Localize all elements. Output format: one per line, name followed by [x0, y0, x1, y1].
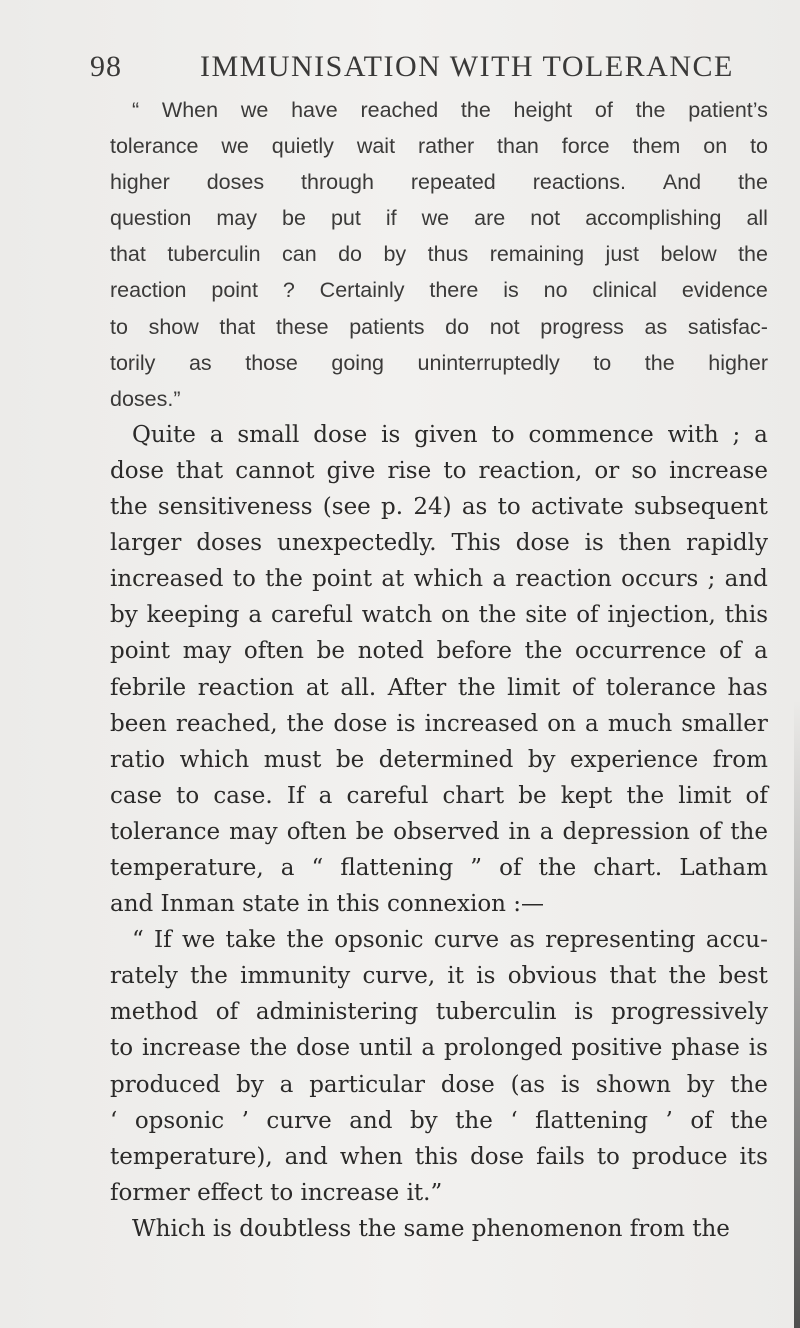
- text-line: been reached, the dose is increased on a much smaller: [110, 710, 768, 737]
- paragraph: [110, 417, 768, 922]
- text-line: dose that cannot give rise to reaction, or so increase: [110, 457, 768, 484]
- text-line: case to case. If a careful chart be kept the limit of: [110, 782, 768, 809]
- paragraph: [110, 92, 768, 417]
- text-line: produced by a particular dose (as is shown by the: [110, 1071, 768, 1098]
- text-line: point may often be noted before the occurrence of a: [110, 638, 768, 665]
- text-line: and Inman state in this connexion :—: [110, 891, 545, 918]
- text-line: tolerance may often be observed in a depression of the: [110, 818, 768, 845]
- text-line: “ If we take the opsonic curve as representing accu-: [132, 927, 768, 954]
- text-line: that tuberculin can do by thus remaining just below the: [110, 242, 768, 267]
- paragraph: [110, 1211, 768, 1247]
- text-line: the sensitiveness (see p. 24) as to activate subsequent: [110, 494, 768, 521]
- page-edge-shadow: [794, 700, 800, 1328]
- text-line: tolerance we quietly wait rather than force them on to: [110, 134, 768, 159]
- running-head: IMMUNISATION WITH TOLERANCE: [200, 50, 734, 83]
- text-line: Quite a small dose is given to commence with ; a: [132, 421, 768, 448]
- text-line: rately the immunity curve, it is obvious that the best: [110, 963, 768, 990]
- text-line: “ When we have reached the height of the patient’s: [132, 98, 768, 122]
- text-line: to increase the dose until a prolonged positive phase is: [110, 1035, 768, 1062]
- text-line: to show that these patients do not progress as satisfac-: [110, 314, 768, 339]
- text-line: temperature), and when this dose fails to produce its: [110, 1143, 768, 1170]
- text-line: larger doses unexpectedly. This dose is then rapidly: [110, 530, 768, 557]
- text-line: method of administering tuberculin is progressively: [110, 999, 768, 1026]
- text-line: by keeping a careful watch on the site of injection, this: [110, 602, 768, 629]
- body-text: [110, 92, 768, 1247]
- text-line: increased to the point at which a reaction occurs ; and: [110, 566, 768, 593]
- text-line: question may be put if we are not accomplishing all: [110, 206, 768, 231]
- text-line: temperature, a “ flattening ” of the chart. Latham: [110, 854, 768, 881]
- text-line: torily as those going uninterruptedly to the higher: [110, 350, 768, 375]
- text-line: reaction point ? Certainly there is no clinical evidence: [110, 278, 768, 303]
- text-line: ‘ opsonic ’ curve and by the ‘ flattening ’ of the: [110, 1107, 768, 1134]
- text-line: former effect to increase it.”: [110, 1179, 443, 1206]
- text-line: febrile reaction at all. After the limit of tolerance has: [110, 674, 768, 701]
- page-number: 98: [90, 50, 122, 83]
- text-line: Which is doubtless the same phenomenon from the: [132, 1215, 730, 1242]
- text-line: doses.”: [110, 386, 181, 411]
- text-line: higher doses through repeated reactions. And the: [110, 170, 768, 195]
- paragraph: [110, 922, 768, 1211]
- text-line: ratio which must be determined by experience from: [110, 746, 768, 773]
- page-header: [90, 50, 790, 90]
